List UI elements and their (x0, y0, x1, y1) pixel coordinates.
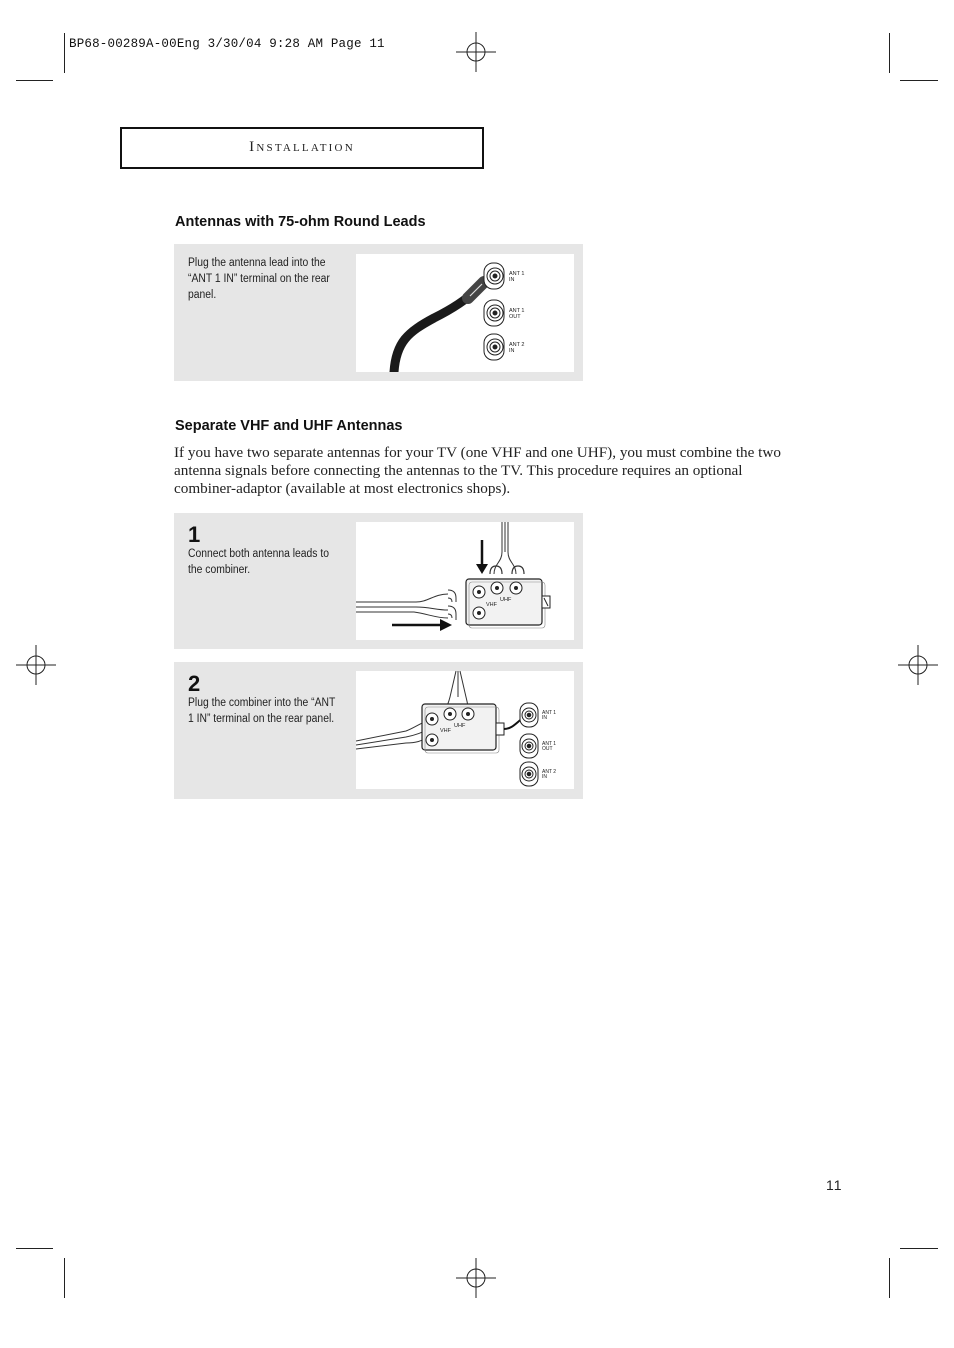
section-header-box (120, 127, 484, 169)
instruction-text: Plug the antenna lead into the “ANT 1 IN” terminal on the rear panel. (188, 257, 330, 301)
terminal-jacks (520, 703, 538, 786)
uhf-label: UHF (500, 597, 512, 603)
registration-mark-icon (456, 32, 496, 72)
combiner-diagram (356, 522, 574, 640)
terminal-label: ANT 1 IN (542, 710, 557, 721)
terminal-label: ANT 2 IN (509, 342, 525, 354)
crop-mark (889, 33, 890, 73)
heading-vhf-uhf: Separate VHF and UHF Antennas (175, 418, 403, 434)
step-number: 1 (188, 522, 201, 547)
registration-mark-icon (456, 1258, 496, 1298)
terminal-label: ANT 1 OUT (542, 741, 557, 752)
crop-mark (16, 80, 53, 81)
print-slug-line: BP68-00289A-00Eng 3/30/04 9:28 AM Page 11 (69, 37, 385, 51)
instruction-panel (174, 244, 583, 381)
step-number: 2 (188, 671, 201, 696)
terminal-label: ANT 1 OUT (509, 308, 525, 320)
terminal-label: ANT 1 IN (509, 271, 525, 283)
step-2-panel (174, 662, 583, 799)
registration-mark-icon (898, 645, 938, 685)
step-1-panel (174, 513, 583, 649)
combiner-to-terminal-illustration (356, 671, 574, 789)
terminal-label: ANT 2 IN (542, 769, 557, 780)
crop-mark (900, 80, 938, 81)
crop-mark (900, 1248, 938, 1249)
combiner-terminal-diagram (356, 671, 574, 789)
crop-mark (889, 1258, 890, 1298)
crop-mark (16, 1248, 53, 1249)
page-number: 11 (826, 1177, 843, 1193)
coax-to-terminal-diagram (356, 254, 574, 372)
body-paragraph: If you have two separate antennas for your TV (one VHF and one UHF), you must combine the two antenna signals before connecting the antennas to the TV. This procedure requires an optional combiner-adaptor (available at most electronics shops). (174, 444, 781, 497)
heading-75-ohm-leads: Antennas with 75-ohm Round Leads (175, 214, 426, 230)
terminal-jacks (484, 263, 504, 360)
vhf-label: VHF (486, 602, 497, 608)
step-text: Plug the combiner into the “ANT 1 IN” terminal on the rear panel. (188, 697, 336, 725)
vhf-label: VHF (440, 728, 451, 734)
antenna-lead-illustration (356, 254, 574, 372)
section-title: Installation (249, 139, 355, 155)
registration-mark-icon (16, 645, 56, 685)
uhf-label: UHF (454, 723, 466, 729)
combiner-illustration (356, 522, 574, 640)
crop-mark (64, 33, 65, 73)
crop-mark (64, 1258, 65, 1298)
step-text: Connect both antenna leads to the combiner. (188, 548, 329, 576)
